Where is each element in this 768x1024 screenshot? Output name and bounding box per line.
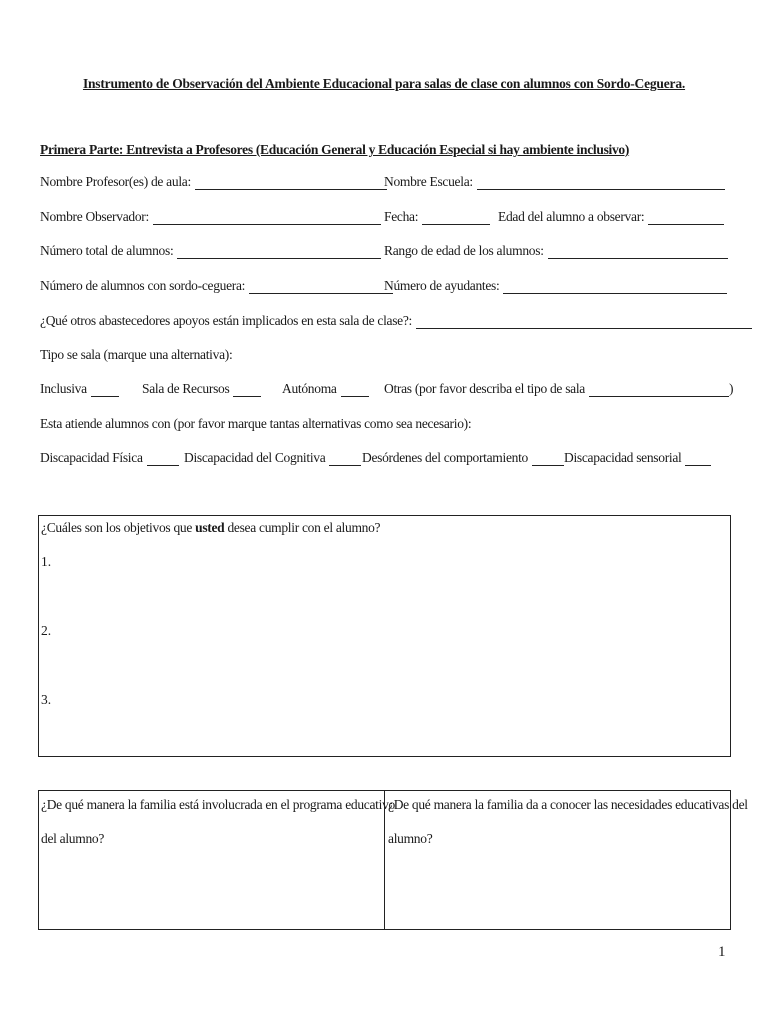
room-type-row	[40, 347, 232, 363]
room-type-label: Tipo se sala (marque una alternativa):	[40, 347, 233, 362]
serves-students-label: Esta atiende alumnos con (por favor marque tantas alternativas como sea necesario):	[40, 416, 472, 431]
cognitive-field[interactable]	[329, 453, 361, 466]
objectives-question-end: desea cumplir con el alumno?	[224, 520, 381, 535]
observer-row	[40, 209, 381, 225]
other-supports-label: ¿Qué otros abastecedores apoyos están implicados en esta sala de clase?:	[40, 313, 412, 328]
total-students-label: Número total de alumnos:	[40, 243, 174, 258]
objectives-question-emphasis: usted	[195, 520, 225, 535]
assistants-label: Número de ayudantes:	[384, 278, 500, 293]
resource-room-option	[142, 381, 261, 397]
date-field[interactable]	[422, 212, 490, 225]
date-row	[384, 209, 490, 225]
serves-students-row	[40, 416, 471, 432]
student-age-field[interactable]	[648, 212, 724, 225]
autonomous-option	[282, 381, 369, 397]
inclusive-field[interactable]	[91, 384, 119, 397]
student-age-row	[498, 209, 724, 225]
family-needs-question-line1: ¿De qué manera la familia da a conocer las necesidades educativas del	[388, 797, 748, 812]
teacher-name-field[interactable]	[195, 177, 387, 190]
objective-item-1: 1.	[41, 554, 52, 569]
age-range-field[interactable]	[548, 246, 728, 259]
objectives-question-start: ¿Cuáles son los objetivos que	[41, 520, 196, 535]
sensory-field[interactable]	[685, 453, 711, 466]
student-age-label: Edad del alumno a observar:	[498, 209, 645, 224]
document-title: Instrumento de Observación del Ambiente Educacional para salas de clase con alumnos con Sordo-Ceguera.	[82, 76, 686, 91]
resource-room-label: Sala de Recursos	[142, 381, 230, 396]
objectives-box[interactable]	[38, 515, 731, 757]
others-close-paren: )	[729, 381, 734, 396]
objective-item-2: 2.	[41, 623, 52, 638]
deafblind-students-label: Número de alumnos con sordo-ceguera:	[40, 278, 246, 293]
family-involvement-question-line1: ¿De qué manera la familia está involucrada en el programa educativo	[41, 797, 395, 812]
autonomous-field[interactable]	[341, 384, 369, 397]
school-name-row	[384, 174, 725, 190]
date-label: Fecha:	[384, 209, 419, 224]
other-supports-field[interactable]	[416, 316, 752, 329]
objectives-question	[41, 520, 380, 536]
assistants-field[interactable]	[503, 281, 727, 294]
other-supports-row	[40, 313, 752, 329]
autonomous-label: Autónoma	[282, 381, 337, 396]
cognitive-option	[184, 450, 361, 466]
family-involvement-question-line2: del alumno?	[41, 831, 105, 846]
behavior-option	[362, 450, 564, 466]
school-name-label: Nombre Escuela:	[384, 174, 473, 189]
age-range-label: Rango de edad de los alumnos:	[384, 243, 544, 258]
inclusive-option	[40, 381, 119, 397]
resource-room-field[interactable]	[233, 384, 261, 397]
teacher-name-row	[40, 174, 387, 190]
inclusive-label: Inclusiva	[40, 381, 87, 396]
teacher-name-label: Nombre Profesor(es) de aula:	[40, 174, 191, 189]
family-needs-cell[interactable]	[385, 791, 748, 929]
age-range-row	[384, 243, 728, 259]
page-number: 1	[718, 944, 726, 960]
others-field[interactable]	[589, 384, 729, 397]
total-students-row	[40, 243, 381, 259]
physical-field[interactable]	[147, 453, 179, 466]
family-needs-question-line2: alumno?	[388, 831, 433, 846]
behavior-field[interactable]	[532, 453, 564, 466]
sensory-label: Discapacidad sensorial	[564, 450, 682, 465]
family-box	[38, 790, 748, 930]
assistants-row	[384, 278, 727, 294]
others-option	[384, 381, 733, 397]
behavior-label: Desórdenes del comportamiento	[362, 450, 528, 465]
objective-item-3: 3.	[41, 692, 52, 707]
sensory-option	[564, 450, 711, 466]
school-name-field[interactable]	[477, 177, 725, 190]
cognitive-label: Discapacidad del Cognitiva	[184, 450, 326, 465]
observer-name-label: Nombre Observador:	[40, 209, 149, 224]
family-involvement-cell[interactable]	[39, 791, 395, 929]
observer-name-field[interactable]	[153, 212, 381, 225]
others-label: Otras (por favor describa el tipo de sala	[384, 381, 585, 396]
physical-label: Discapacidad Física	[40, 450, 143, 465]
total-students-field[interactable]	[177, 246, 381, 259]
physical-option	[40, 450, 179, 466]
deafblind-row	[40, 278, 393, 294]
section-title: Primera Parte: Entrevista a Profesores (Educación General y Educación Especial si hay ambiente inclusivo)	[40, 142, 630, 157]
deafblind-students-field[interactable]	[249, 281, 393, 294]
